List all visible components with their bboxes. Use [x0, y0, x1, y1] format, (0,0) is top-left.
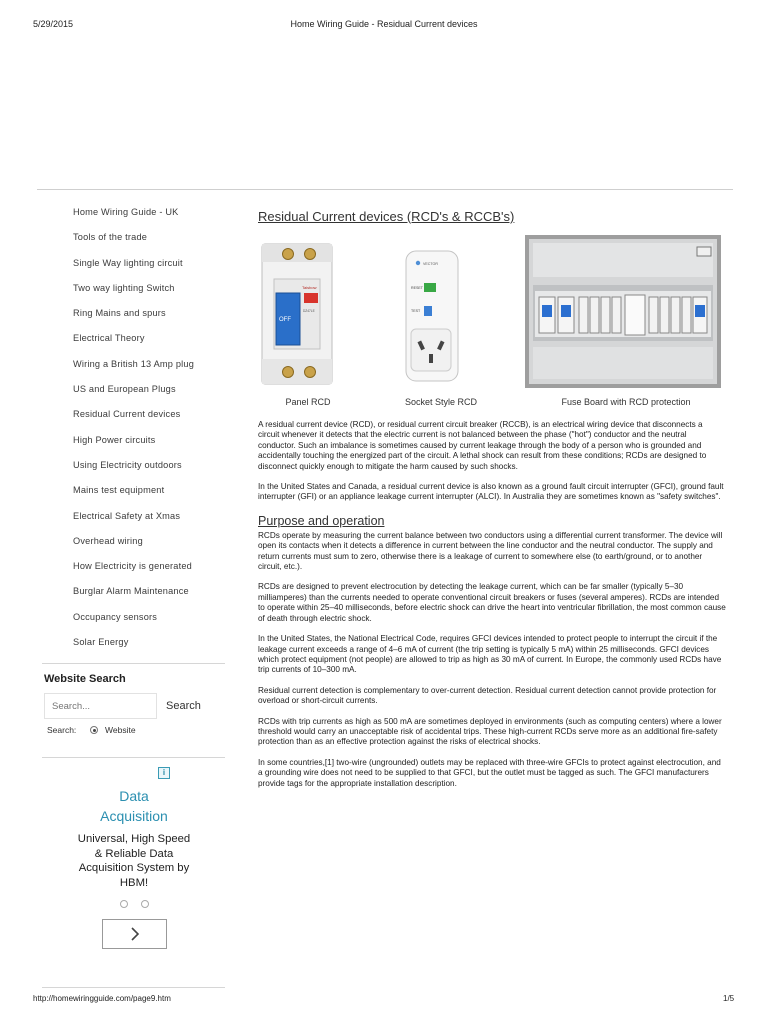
intro-paragraph: A residual current device (RCD), or residual current circuit breaker (RCCB), is an electrical wiring device that disconnects a circuit whenever it detects that the electric current is not balanced between the phase ("hot") conductor and the neutral conductor. Such an imbalance is sometimes caused by current leakage through the body of a person who is grounded and accidentally touching the energized part of the circuit. A lethal shock can result from these conditions; RCDs are designed to disconnect quickly enough to mitigate the harm caused by such shocks. — [258, 420, 707, 471]
caption-fuse-board: Fuse Board with RCD protection — [561, 397, 691, 407]
sidebar-item-single-way-lighting[interactable]: Single Way lighting circuit — [73, 257, 183, 268]
sidebar-item-burglar-alarm[interactable]: Burglar Alarm Maintenance — [73, 586, 189, 597]
panel-rcd-model: DZ47LE — [303, 309, 315, 313]
ad-info-icon[interactable]: i — [158, 767, 170, 779]
sidebar-item-occupancy-sensors[interactable]: Occupancy sensors — [73, 611, 158, 622]
page-title: Residual Current devices (RCD's & RCCB's) — [258, 209, 515, 224]
section-paragraph: In the United States, the National Electrical Code, requires GFCI devices intended to protect people to interrupt the circuit if the leakage current exceeds a range of 4–6 mA of current (the trip setting is typically 5 mA) within 25 milliseconds. GFCI devices which protect equipment (not people) are allowed to trip as high as 30 mA of current. In Europe, the commonly used RCDs have trip currents of 10–300 mA. — [258, 634, 722, 675]
section-paragraph: In some countries,[1] two-wire (ungrounded) outlets may be replaced with three-wire GFCIs to protect against electrocution, and a grounding wire does not need to be supplied to that GFCI, but the outlet must be tagged as such. The GFCI manufacturers provide tags for the appropriate installation description. — [258, 757, 721, 788]
sidebar-item-tools[interactable]: Tools of the trade — [73, 232, 148, 243]
website-radio-label: Website — [105, 725, 136, 735]
socket-rcd-brand: VECTOR — [423, 262, 438, 266]
sidebar-item-outdoors[interactable]: Using Electricity outdoors — [73, 459, 182, 470]
sidebar-item-xmas-safety[interactable]: Electrical Safety at Xmas — [73, 510, 181, 521]
section-paragraph: RCDs are designed to prevent electrocution by detecting the leakage current, which can be far smaller (typically 5–30 milliamperes) than the currents needed to operate conventional circuit breakers or fuses (several amperes). RCDs are intended to operate within 25–40 milliseconds, before electric shock can drive the heart into ventricular fibrillation, the most common cause of death through electric shock. — [258, 582, 726, 623]
ad-body[interactable]: Universal, High Speed & Reliable Data Acquisition System by HBM! — [77, 833, 191, 889]
sidebar-nav — [42, 206, 225, 661]
search-button[interactable]: Search — [166, 700, 201, 712]
sidebar-item-home[interactable]: Home Wiring Guide - UK — [73, 207, 179, 217]
panel-rcd-brand: Taisbow — [302, 285, 317, 290]
sidebar-item-two-way-lighting[interactable]: Two way lighting Switch — [73, 282, 175, 293]
website-radio[interactable] — [90, 726, 98, 734]
sidebar-divider — [42, 663, 225, 664]
sidebar-divider — [42, 757, 225, 758]
sidebar-item-ring-mains[interactable]: Ring Mains and spurs — [73, 308, 166, 319]
sidebar-item-us-european-plugs[interactable]: US and European Plugs — [73, 384, 176, 395]
article-body — [258, 420, 726, 799]
sidebar-item-overhead-wiring[interactable]: Overhead wiring — [73, 535, 143, 546]
search-scope-label: Search: — [47, 725, 77, 735]
search-section-title: Website Search — [44, 673, 126, 685]
sidebar-item-solar-energy[interactable]: Solar Energy — [73, 637, 129, 648]
search-input[interactable] — [44, 693, 157, 719]
socket-rcd-photo — [397, 241, 469, 389]
section-paragraph: RCDs operate by measuring the current balance between two conductors using a differential current transformer. The device will open its contacts when it detects a difference in current between the line conductor and the neutral conductor. The supply and return currents must sum to zero, otherwise there is a leakage of current to somewhere else (to earth/ground, or to another circuit, etc.). — [258, 530, 723, 572]
header-divider — [37, 189, 733, 190]
sidebar-item-test-equipment[interactable]: Mains test equipment — [73, 485, 165, 496]
socket-rcd-test-label: TEST — [411, 309, 421, 313]
section-heading: Purpose and operation — [258, 513, 385, 528]
sidebar-item-rcd[interactable]: Residual Current devices — [73, 409, 181, 420]
sidebar-item-generation[interactable]: How Electricity is generated — [73, 561, 192, 572]
socket-rcd-reset-label: RESET — [411, 286, 423, 290]
caption-panel-rcd: Panel RCD — [285, 397, 331, 407]
section-paragraph: Residual current detection is complementary to over-current detection. Residual current detection cannot provide protection for overload or short-circuit currents. — [258, 685, 717, 706]
sidebar-item-13-amp-plug[interactable]: Wiring a British 13 Amp plug — [73, 358, 195, 369]
panel-rcd-photo — [258, 241, 358, 389]
fuse-board-photo — [525, 235, 721, 388]
footer-url[interactable]: http://homewiringguide.com/page9.htm — [33, 994, 171, 1003]
print-title: Home Wiring Guide - Residual Current devices — [290, 19, 478, 29]
caption-socket-rcd: Socket Style RCD — [404, 397, 478, 407]
ad-title[interactable]: Data Acquisition — [100, 788, 168, 824]
ad-next-button[interactable] — [102, 919, 167, 949]
ad-carousel-dot[interactable] — [120, 900, 128, 908]
section-paragraph: RCDs with trip currents as high as 500 mA are sometimes deployed in environments (such as computing centers) where a lower threshold would carry an unacceptable risk of accidental trips. These high-current RCDs serve more as an additional fire-safety protection than as an effective protection against the risks of electrical shocks. — [258, 716, 722, 747]
ad-carousel-dot[interactable] — [141, 900, 149, 908]
chevron-right-icon — [130, 927, 140, 941]
print-date: 5/29/2015 — [33, 19, 74, 29]
sidebar-item-high-power[interactable]: High Power circuits — [73, 434, 156, 445]
sidebar-divider — [42, 987, 225, 988]
footer-page-number: 1/5 — [723, 994, 735, 1003]
sidebar-item-electrical-theory[interactable]: Electrical Theory — [73, 333, 145, 344]
intro-paragraph: In the United States and Canada, a residual current device is also known as a ground fault circuit interrupter (GFCI), ground fault interrupter (GFI) or an appliance leakage current interrupter (ALCI). In Australia they are sometimes known as "safety switches". — [258, 482, 724, 502]
panel-rcd-off-label: OFF — [279, 317, 291, 323]
